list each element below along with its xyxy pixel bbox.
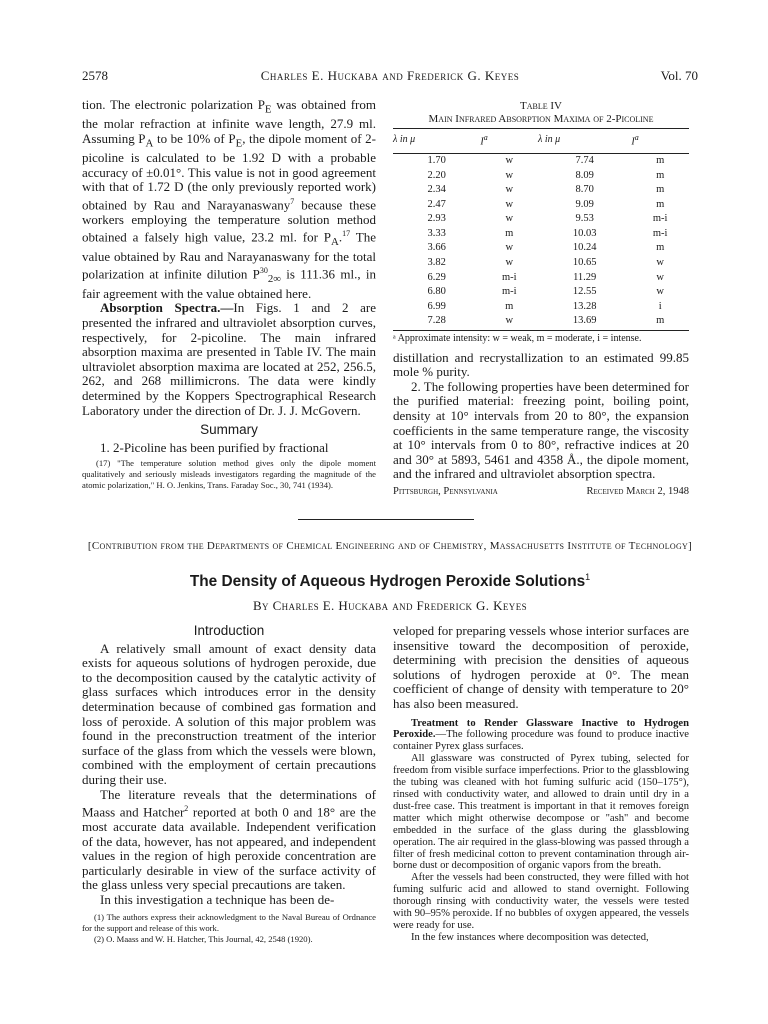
table-cell: 8.70 xyxy=(575,184,594,196)
section-divider xyxy=(298,519,474,520)
summary-continuation: distillation and recrystallization to an estimated 99.85 mole % purity. xyxy=(393,349,689,380)
right-column-lower xyxy=(393,624,689,944)
table-cell: 11.29 xyxy=(573,271,597,283)
table-footnote: ᵃ Approximate intensity: w = weak, m = moderate, i = intense. xyxy=(393,333,642,345)
page-number: 2578 xyxy=(82,68,108,83)
table-cell: 3.82 xyxy=(427,257,446,269)
table-cell: 7.74 xyxy=(575,154,594,166)
treatment-step-1: All glassware was constructed of Pyrex tubing, selected for freedom from visible surface imperfections. Prior to the glassblowing the tubing was cleaned with hot fuming sulfuric acid (150–175°), rinsed with conductivity water, and allowed to drain until dry in a dust-free case. This treatment is important in that it removes foreign matter which might otherwise decompose or "ash" and become embedded in the surface of the glass during the glassblowing operation. The air required in the glass-blowing was passed through a filter of fresh medicinal cotton to prevent contamination through air-borne dust or decomposition of organic vapors from the breath. xyxy=(393,753,689,872)
table-cell: w xyxy=(505,154,514,166)
table-cell: 2.93 xyxy=(427,213,446,225)
absorption-spectra-paragraph: Absorption Spectra.—In Figs. 1 and 2 are presented the infrared and ultraviolet absorption curves, respectively, for 2-picoline. The main infrared absorption maxima are presented in Table IV. The main ultraviolet absorption maxima are located at 252, 256.5, 262, and 268 millimicrons. The data were kindly determined by the Koppers Spectrographical Research Laboratory under the direction of Dr. J. J. McGovern. xyxy=(82,300,377,418)
table-cell: 6.80 xyxy=(427,286,446,298)
table-cell: m-i xyxy=(501,286,517,298)
table-cell: w xyxy=(505,242,514,254)
table-cell: m xyxy=(656,154,665,166)
table-row xyxy=(393,285,689,300)
table-cell: 6.99 xyxy=(427,300,446,312)
treatment-step-3: In the few instances where decomposition was detected, xyxy=(411,931,649,943)
table-cell: 2.34 xyxy=(427,184,446,196)
left-column-lower xyxy=(82,624,376,945)
footnote-1: (1) The authors express their acknowledgment to the Naval Bureau of Ordnance for the support and release of this work. xyxy=(82,911,376,933)
table-cell: 9.09 xyxy=(575,198,594,210)
table-cell: 12.55 xyxy=(572,286,597,298)
table-cell: 10.03 xyxy=(572,227,597,239)
table-cell: m-i xyxy=(652,227,668,239)
summary-heading: Summary xyxy=(200,422,258,438)
intro-paragraph-3: In this investigation a technique has been de- xyxy=(100,892,335,908)
table-row xyxy=(393,183,689,198)
volume-label: Vol. 70 xyxy=(660,68,698,83)
table-cell: 2.47 xyxy=(427,198,446,210)
table-row xyxy=(393,212,689,227)
table-row xyxy=(393,241,689,256)
table-cell: w xyxy=(505,213,514,225)
right-column-upper xyxy=(393,100,689,499)
table-cell: w xyxy=(505,257,514,269)
table-cell: m-i xyxy=(652,213,668,225)
col-header: λ in μ xyxy=(393,129,480,154)
table-cell: i xyxy=(658,300,662,312)
absorption-spectra-heading: Absorption Spectra.— xyxy=(100,300,234,316)
table-cell: m xyxy=(656,242,665,254)
table-cell: 1.70 xyxy=(427,154,446,166)
col-header: $I^a$ xyxy=(480,129,538,154)
running-header xyxy=(82,68,698,88)
footnotes xyxy=(82,912,376,945)
table-cell: 7.28 xyxy=(393,314,480,330)
table-cell: w xyxy=(656,271,664,283)
intro-continuation: veloped for preparing vessels whose interior surfaces are insensitive toward the decomposition of peroxide, determining with precision the densities of aqueous solutions of hydrogen peroxide at 0°. The mean coefficient of change of density with temperature to 20° has also been measured. xyxy=(393,623,689,711)
table-cell: w xyxy=(505,184,514,196)
table-header-row xyxy=(393,129,689,154)
table-cell: 3.66 xyxy=(427,242,446,254)
table-row xyxy=(393,256,689,271)
polarization-paragraph: tion. The electronic polarization $P_E$ was obtained from the molar refraction at infinite wave length, 27.9 ml. Assuming $P_A$ to be 10% of $P_E$, the dipole moment of 2-picoline is calculated to be 1.92 D with a probable accuracy of ±0.01°. This value is not in good agreement with that of 1.72 D (the only previously reported work) obtained by Rau and Narayanaswany$^7$ because these workers employing the temperature solution method obtained a falsely high value, 23.2 ml. for $P_A.^{17}$ The value obtained by Rau and Narayanaswany for the total polarization at infinite dilution $P^{30}_{2\infty}$ is 111.36 ml., in fair agreement with the value obtained here. xyxy=(82,97,377,301)
table-cell: 13.69 xyxy=(538,314,631,330)
table-cell: 3.33 xyxy=(427,227,446,239)
table-cell: w xyxy=(505,169,514,181)
footnote-17: (17) "The temperature solution method gives only the dipole moment qualitatively and seriously misleads investigators regarding the magnitude of the atomic polarization," H. O. Jenkins, Trans. Faraday Soc., 30, 741 (1934). xyxy=(82,458,376,491)
introduction-heading: Introduction xyxy=(193,623,265,638)
intro-paragraph-2: The literature reveals that the determinations of Maass and Hatcher$^2$ reported at both 0 and 18° are the most accurate data available. Independent verification of the data, however, has not appeared, and independent values in the region of high peroxide concentration are particularly desirable in view of the surface activity of the glass unless very special precautions are taken. xyxy=(82,786,376,893)
table-cell: m xyxy=(505,227,514,239)
table-cell: 2.20 xyxy=(427,169,446,181)
table-cell: 8.09 xyxy=(575,169,594,181)
left-column-upper xyxy=(82,98,376,491)
infrared-maxima-table xyxy=(393,128,689,331)
table-cell: m xyxy=(656,169,665,181)
received-line xyxy=(393,485,689,500)
running-head-authors: Charles E. Huckaba and Frederick G. Keyes xyxy=(260,68,520,83)
table-row xyxy=(393,300,689,315)
table-row xyxy=(393,227,689,242)
summary-item-1: 1. 2-Picoline has been purified by fractional xyxy=(100,439,329,455)
table-label: Table IV xyxy=(520,100,562,112)
article-byline: By Charles E. Huckaba and Frederick G. Keyes xyxy=(252,598,528,613)
table-cell: w xyxy=(656,286,664,298)
table-cell: w xyxy=(656,257,664,269)
table-row xyxy=(393,198,689,213)
treatment-paragraph: Treatment to Render Glassware Inactive to Hydrogen Peroxide.—The following procedure was found to produce inactive container Pyrex glass surfaces. xyxy=(393,717,689,753)
table-cell: 10.24 xyxy=(572,242,597,254)
footnote-2: (2) O. Maass and W. H. Hatcher, This Journal, 42, 2548 (1920). xyxy=(94,933,313,944)
table-cell: m xyxy=(631,314,689,330)
article-title: The Density of Aqueous Hydrogen Peroxide Solutions$^1$ xyxy=(189,572,591,591)
treatment-step-2: After the vessels had been constructed, they were filled with hot fuming sulfuric acid and allowed to stand overnight. Following thorough rinsing with conductivity water, the vessels were tested with 90–95% peroxide. If no bubbles of oxygen appeared, the vessels were ready for use. xyxy=(393,872,689,931)
table-row xyxy=(393,153,689,168)
treatment-heading: Treatment to Render Glassware Inactive to Hydrogen Peroxide. xyxy=(393,717,689,741)
table-cell: 10.65 xyxy=(572,257,597,269)
table-cell: 6.29 xyxy=(427,271,446,283)
table-row xyxy=(393,314,689,330)
contribution-note: [Contribution from the Departments of Chemical Engineering and of Chemistry, Massachusetts Institute of Technology] xyxy=(87,540,693,552)
table-cell: w xyxy=(505,198,514,210)
table-caption: Main Infrared Absorption Maxima of 2-Picoline xyxy=(428,113,654,125)
place-label: Pittsburgh, Pennsylvania xyxy=(393,485,498,497)
col-header: λ in μ xyxy=(538,129,631,154)
table-cell: m xyxy=(505,300,514,312)
table-row xyxy=(393,271,689,286)
table-cell: w xyxy=(480,314,538,330)
table-row xyxy=(393,169,689,184)
table-cell: m xyxy=(656,198,665,210)
table-cell: m xyxy=(656,184,665,196)
table-cell: 13.28 xyxy=(572,300,597,312)
table-cell: 9.53 xyxy=(575,213,594,225)
intro-paragraph-1: A relatively small amount of exact density data exists for aqueous solutions of hydrogen peroxide, due to the decomposition caused by the catalytic activity of glass surfaces which introduces error in the density determination because of combined gas formation and loss of peroxide. A solution of this major problem was found in the preconstruction treatment of the interior surface of the glass from which the vessels were blown, combined with the employment of certain precautions during their use. xyxy=(82,640,376,787)
summary-item-2: 2. The following properties have been determined for the purified material: freezing point, boiling point, density at 10° intervals from 20 to 80°, the expansion coefficients in the same temperature range, the viscosity at 10° intervals from 0 to 80°, refractive indices at 20 and 30° at 5893, 5461 and 4358 Å., the dipole moment, and the infrared and ultraviolet absorption spectra. xyxy=(393,378,689,482)
col-header: $I^a$ xyxy=(631,129,689,154)
table-cell: m-i xyxy=(501,271,517,283)
received-date: Received March 2, 1948 xyxy=(586,485,689,497)
